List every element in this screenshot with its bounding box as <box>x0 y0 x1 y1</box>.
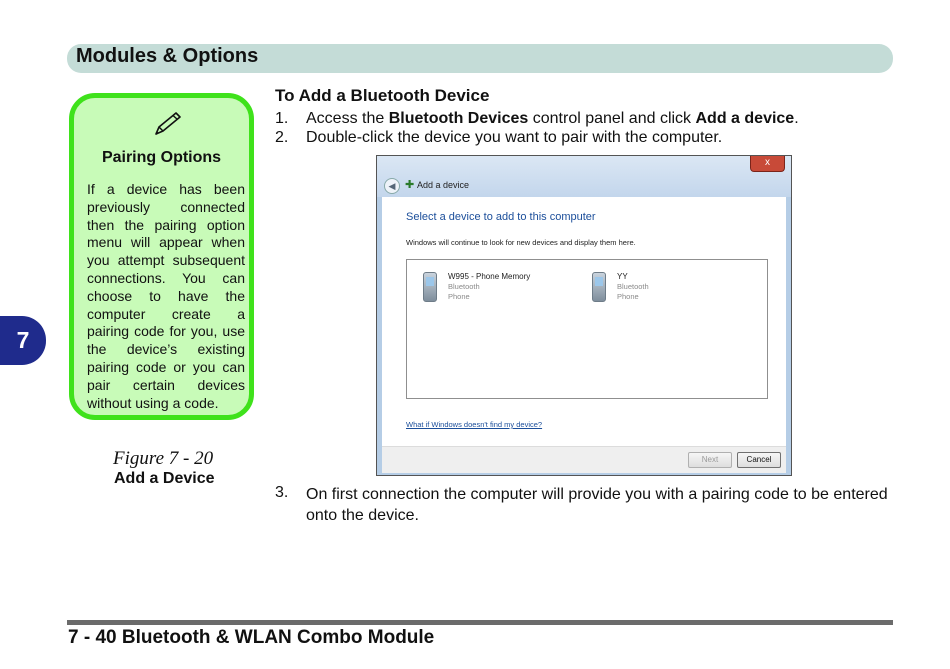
page-footer: 7 - 40 Bluetooth & WLAN Combo Module <box>68 627 435 648</box>
footer-rule <box>67 620 893 625</box>
device-item[interactable] <box>423 272 573 312</box>
device-list <box>406 259 768 399</box>
device-item[interactable] <box>592 272 742 312</box>
bold-term: Bluetooth Devices <box>388 110 529 127</box>
back-arrow-icon[interactable]: ◀ <box>384 178 400 194</box>
step-number: 2. <box>275 129 289 146</box>
device-type: Bluetooth <box>448 282 480 291</box>
step-number: 1. <box>275 110 289 127</box>
device-name: W995 - Phone Memory <box>448 272 531 281</box>
chapter-tab: 7 <box>0 316 46 365</box>
header-bar <box>67 44 893 73</box>
step-text-part: Access the <box>306 110 389 127</box>
cancel-button[interactable]: Cancel <box>737 452 781 468</box>
phone-icon <box>592 272 606 302</box>
page-header-title: Modules & Options <box>76 45 259 67</box>
dialog-subtext: Windows will continue to look for new devices and display them here. <box>406 238 636 247</box>
device-name: YY <box>617 272 628 281</box>
add-device-icon: ✚ <box>405 179 415 191</box>
sidebar-note <box>69 93 254 420</box>
dialog-footer <box>382 446 786 473</box>
step-text: On first connection the computer will provide you with a pairing code to be entered onto the device. <box>306 486 888 524</box>
add-device-dialog-screenshot <box>376 155 792 476</box>
figure-number: Figure 7 - 20 <box>113 448 214 469</box>
step-text-part: control panel and click <box>528 110 696 127</box>
close-button[interactable]: x <box>750 156 785 172</box>
note-body: If a device has been previously connected then the pairing option menu will appear when you attempt subsequent connections. You can choose to have the computer create a pairing code for you, use the device’s existing pairing code or you can pair certain devices without using a code. <box>87 181 245 411</box>
pencil-icon <box>150 110 184 138</box>
dialog-title: Add a device <box>417 180 470 190</box>
step-text: Double-click the device you want to pair with the computer. <box>306 129 723 146</box>
dialog-titlebar <box>377 156 791 197</box>
step-number: 3. <box>275 484 289 501</box>
help-link[interactable]: What if Windows doesn't find my device? <box>406 420 543 429</box>
next-button[interactable]: Next <box>688 452 732 468</box>
bold-term: Add a device <box>695 110 795 127</box>
figure-caption: Add a Device <box>114 470 215 487</box>
device-category: Phone <box>448 292 470 301</box>
dialog-heading: Select a device to add to this computer <box>406 211 596 223</box>
device-type: Bluetooth <box>617 282 649 291</box>
section-heading: To Add a Bluetooth Device <box>275 86 490 105</box>
phone-icon <box>423 272 437 302</box>
dialog-content <box>382 197 786 446</box>
note-title: Pairing Options <box>101 149 222 166</box>
step-text-part: . <box>794 110 799 127</box>
step-text <box>306 110 799 128</box>
device-category: Phone <box>617 292 639 301</box>
